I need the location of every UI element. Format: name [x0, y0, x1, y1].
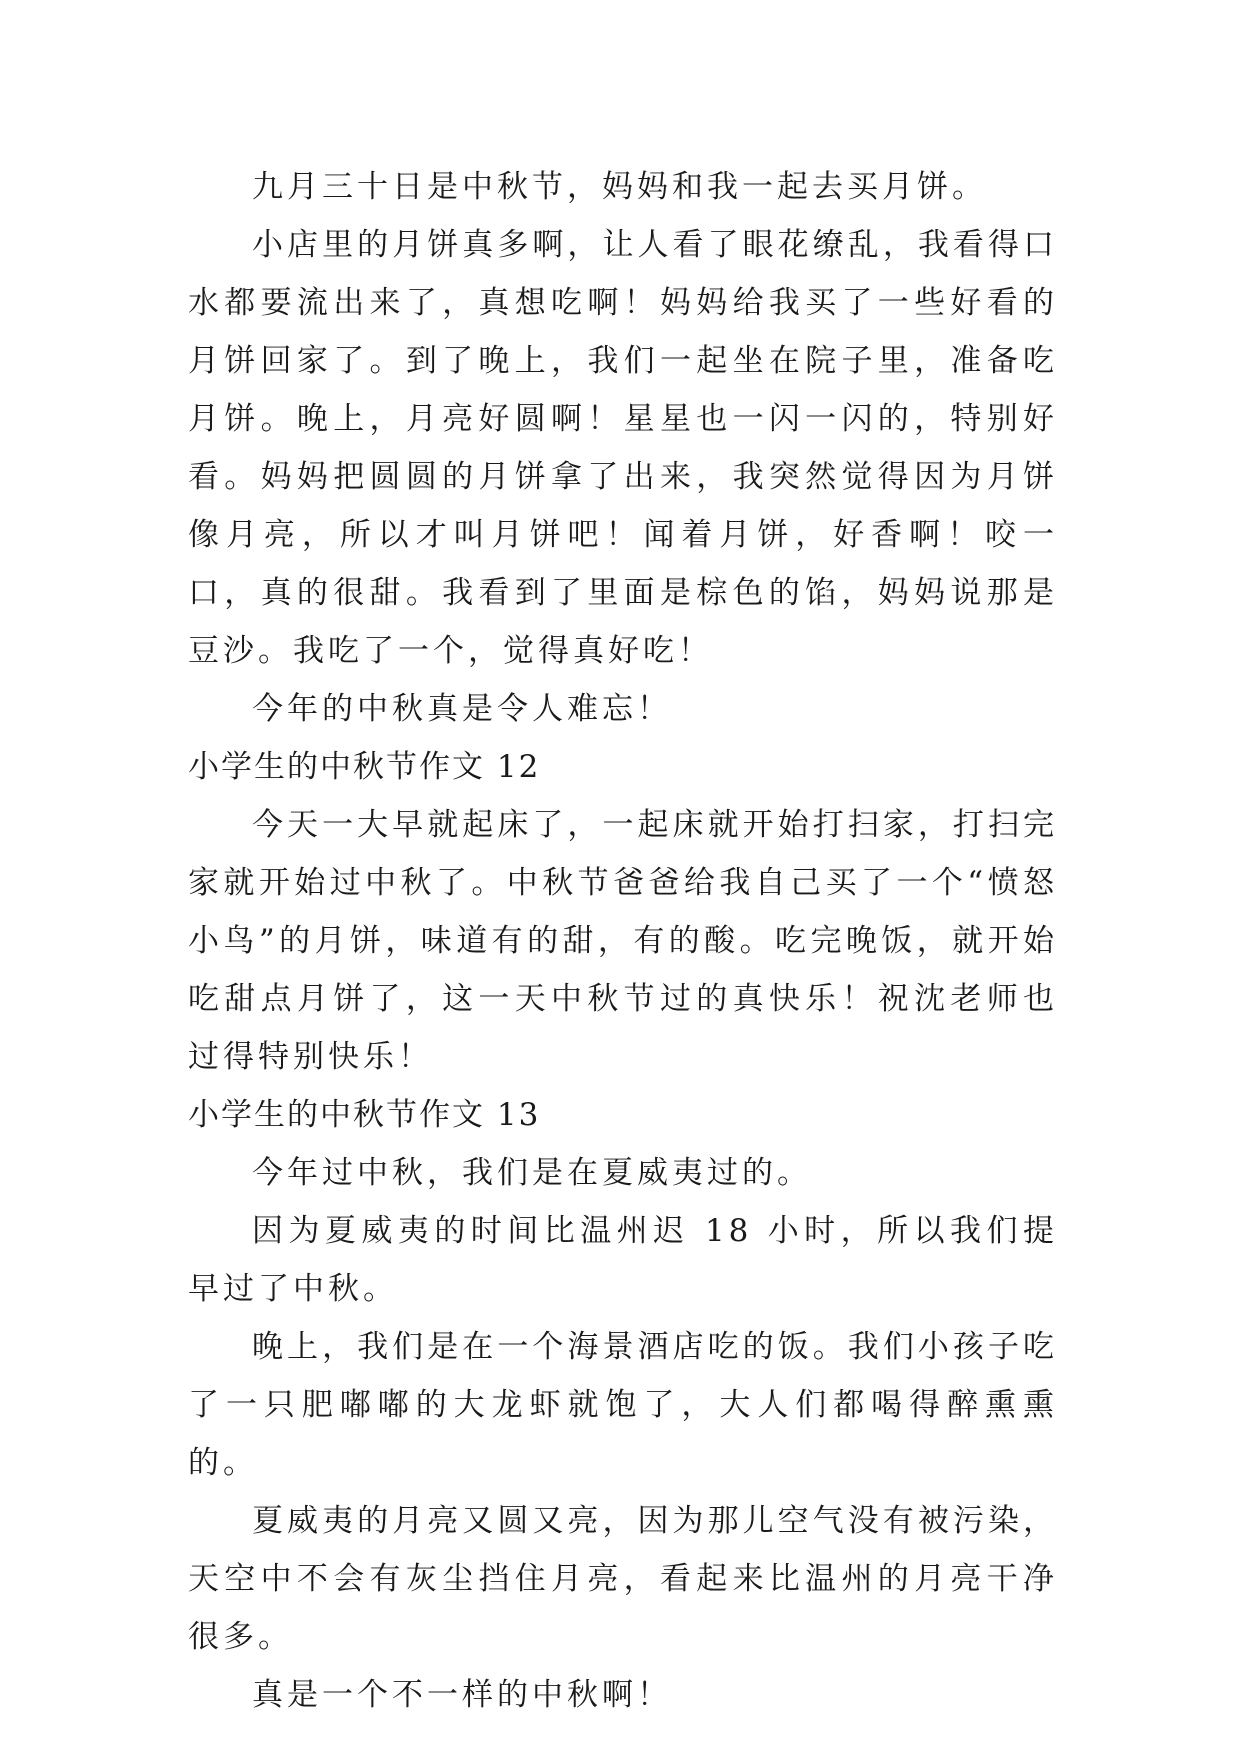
essay-13-paragraph-5: 真是一个不一样的中秋啊！: [252, 1677, 672, 1713]
document-body: [188, 158, 1058, 1724]
essay-11-paragraph-1: 九月三十日是中秋节，妈妈和我一起去买月饼。: [252, 169, 987, 205]
essay-13-paragraph-2: 因为夏威夷的时间比温州迟 18 小时，所以我们提早过了中秋。: [188, 1213, 1058, 1307]
essay-12-title: 小学生的中秋节作文 12: [188, 749, 541, 785]
essay-13-paragraph-1: 今年过中秋，我们是在夏威夷过的。: [252, 1155, 812, 1191]
essay-13-title: 小学生的中秋节作文 13: [188, 1097, 541, 1133]
essay-11-paragraph-3: 今年的中秋真是令人难忘！: [252, 691, 672, 727]
essay-13-paragraph-3: 晚上，我们是在一个海景酒店吃的饭。我们小孩子吃了一只肥嘟嘟的大龙虾就饱了，大人们都喝得醉熏熏的。: [188, 1329, 1058, 1481]
essay-12-paragraph-1: 今天一大早就起床了，一起床就开始打扫家，打扫完家就开始过中秋了。中秋节爸爸给我自己买了一个“愤怒小鸟”的月饼，味道有的甜，有的酸。吃完晚饭，就开始吃甜点月饼了，这一天中秋节过的真快乐！祝沈老师也过得特别快乐！: [188, 807, 1058, 1075]
essay-11-paragraph-2: 小店里的月饼真多啊，让人看了眼花缭乱，我看得口水都要流出来了，真想吃啊！妈妈给我买了一些好看的月饼回家了。到了晚上，我们一起坐在院子里，准备吃月饼。晚上，月亮好圆啊！星星也一闪一闪的，特别好看。妈妈把圆圆的月饼拿了出来，我突然觉得因为月饼像月亮，所以才叫月饼吧！闻着月饼，好香啊！咬一口，真的很甜。我看到了里面是棕色的馅，妈妈说那是豆沙。我吃了一个，觉得真好吃！: [188, 227, 1058, 669]
essay-13-paragraph-4: 夏威夷的月亮又圆又亮，因为那儿空气没有被污染，天空中不会有灰尘挡住月亮，看起来比温州的月亮干净很多。: [188, 1503, 1058, 1655]
